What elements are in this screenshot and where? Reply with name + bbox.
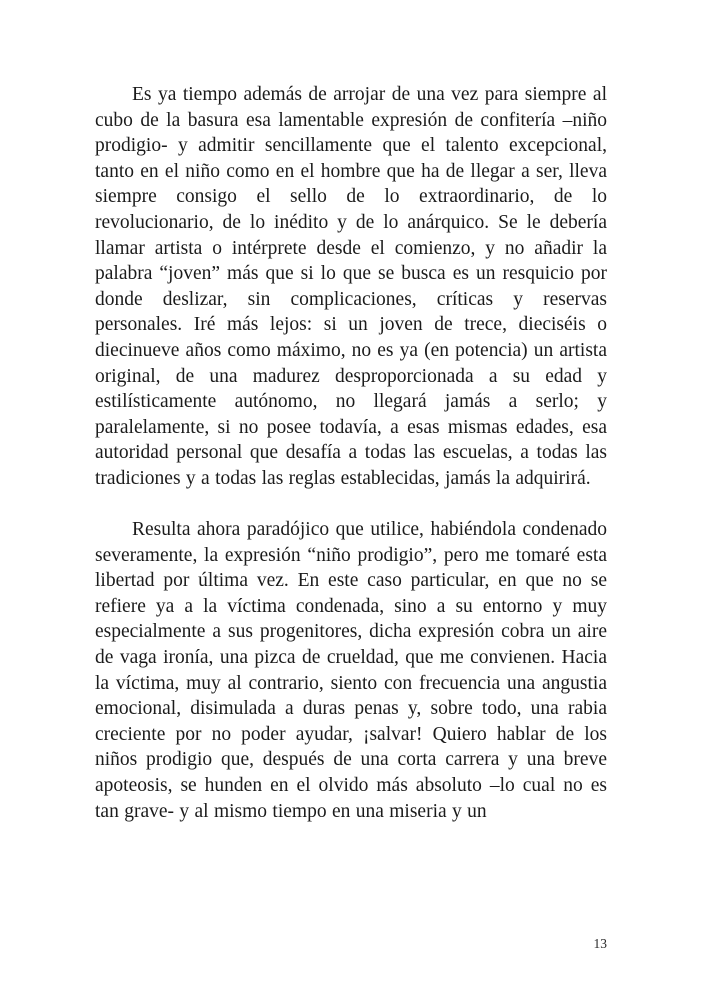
page-number: 13 bbox=[593, 936, 607, 951]
text-block bbox=[95, 82, 607, 824]
paragraph-1: Es ya tiempo además de arrojar de una vez para siempre al cubo de la basura esa lamentable expresión de confitería –niño prodigio- y admitir sencillamente que el talento excepcional, tanto en el niño como en el hombre que ha de llegar a ser, lleva siempre consigo el sello de lo extraordinario, de lo revolucionario, de lo inédito y de lo anárquico. Se le debería llamar artista o intérprete desde el comienzo, y no añadir la palabra “joven” más que si lo que se busca es un resquicio por donde deslizar, sin complicaciones, críticas y reservas personales. Iré más lejos: si un joven de trece, dieciséis o diecinueve años como máximo, no es ya (en potencia) un artista original, de una madurez desproporcionada a su edad y estilísticamente autónomo, no llegará jamás a serlo; y paralelamente, si no posee todavía, a esas mismas edades, esa autoridad personal que desafía a todas las escuelas, a todas las tradiciones y a todas las reglas establecidas, jamás la adquirirá. bbox=[95, 84, 607, 489]
paragraph-2: Resulta ahora paradójico que utilice, habiéndola condenado severamente, la expresión “niño prodigio”, pero me tomaré esta libertad por última vez. En este caso particular, en que no se refiere ya a la víctima condenada, sino a su entorno y muy especialmente a sus progenitores, dicha expresión cobra un aire de vaga ironía, una pizca de crueldad, que me convienen. Hacia la víctima, muy al contrario, siento con frecuencia una angustia emocional, disimulada a duras penas y, sobre todo, una rabia creciente por no poder ayudar, ¡salvar! Quiero hablar de los niños prodigio que, después de una corta carrera y una breve apoteosis, se hunden en el olvido más absoluto –lo cual no es tan grave- y al mismo tiempo en una miseria y un bbox=[95, 519, 607, 822]
